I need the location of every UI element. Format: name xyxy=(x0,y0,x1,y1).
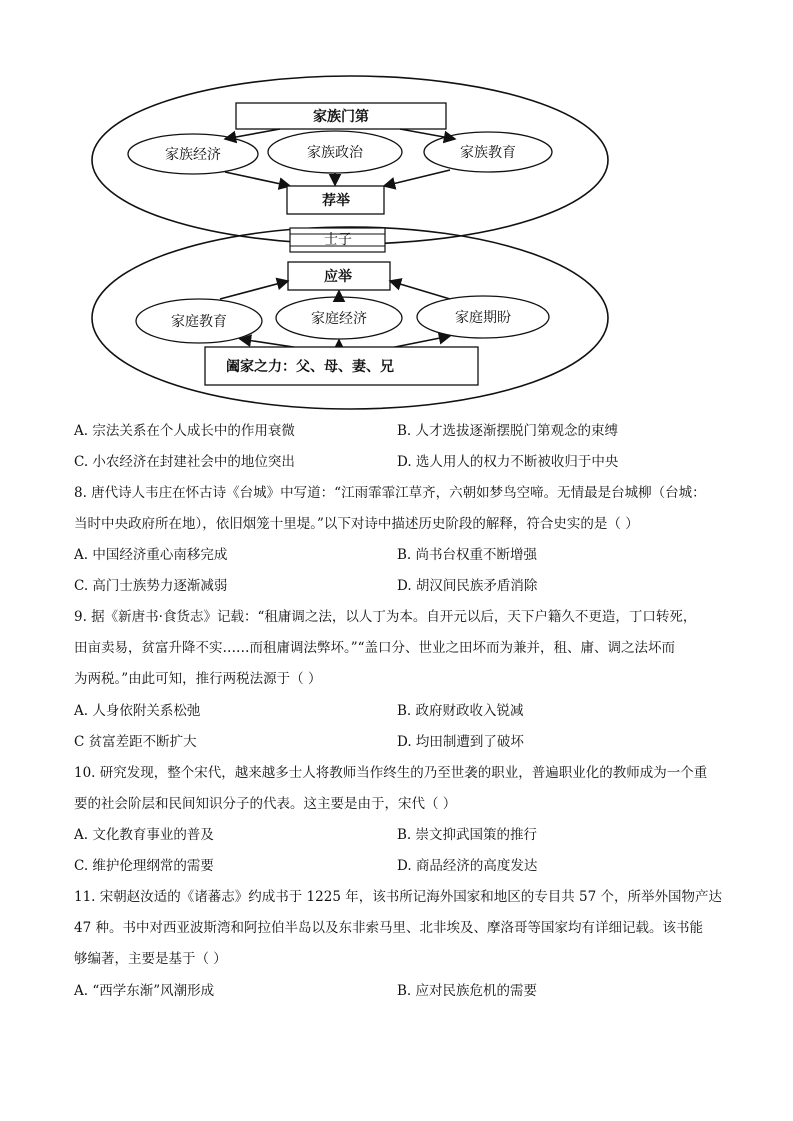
q7-option-d: D. 选人用人的权力不断被收归于中央 xyxy=(397,454,619,470)
scholar-text: 士子 xyxy=(324,232,352,248)
q7-option-a: A. 宗法关系在个人成长中的作用衰微 xyxy=(74,423,295,439)
q10-stem-line-2: 要的社会阶层和民间知识分子的代表。这主要是由于，宋代（ ） xyxy=(74,796,457,812)
q9-stem-line-3: 为两税。”由此可知，推行两税法源于（ ） xyxy=(74,671,322,687)
q8-stem-line-2: 当时中央政府所在地），依旧烟笼十里堤。”以下对诗中描述历史阶段的解释，符合史实的是（ ） xyxy=(74,516,639,532)
top-node-2-text: 家族政治 xyxy=(307,145,363,161)
q11-stem-line-2: 47 种。书中对西亚波斯湾和阿拉伯半岛以及东非索马里、北非埃及、摩洛哥等国家均有详细记载。该书能 xyxy=(74,920,703,936)
q9-stem-line-1: 9. 据《新唐书·食货志》记载：“租庸调之法，以人丁为本。自开元以后，天下户籍久不更造，丁口转死， xyxy=(74,609,697,625)
bottom-node-1-text: 家庭教育 xyxy=(171,314,227,330)
exam-diagram xyxy=(0,0,793,420)
q9-option-c: C 贫富差距不断扩大 xyxy=(74,734,197,750)
q8-option-c: C. 高门士族势力逐渐减弱 xyxy=(74,578,228,594)
bottom-title-text: 阖家之力：父、母、妻、兄 xyxy=(226,359,394,375)
top-title-text: 家族门第 xyxy=(313,109,369,125)
recommend-text: 荐举 xyxy=(322,193,350,209)
bottom-node-3-text: 家庭期盼 xyxy=(455,310,511,326)
q11-option-b: B. 应对民族危机的需要 xyxy=(397,983,538,999)
q7-option-c: C. 小农经济在封建社会中的地位突出 xyxy=(74,454,295,470)
q11-stem-line-3: 够编著，主要是基于（ ） xyxy=(74,951,227,967)
q10-option-a: A. 文化教育事业的普及 xyxy=(74,827,214,843)
q11-option-a: A. “西学东渐”风潮形成 xyxy=(74,983,215,999)
q9-stem-line-2: 田亩卖易，贫富升降不实……而租庸调法弊坏。”“盖口分、世业之田坏而为兼并，租、庸、调之法坏而 xyxy=(74,640,676,656)
q8-stem-line-1: 8. 唐代诗人韦庄在怀古诗《台城》中写道：“江雨霏霏江草齐，六朝如梦鸟空啼。无情最是台城柳（台城： xyxy=(74,485,706,501)
q11-stem-line-1: 11. 宋朝赵汝适的《诸蕃志》约成书于 1225 年，该书所记海外国家和地区的专目共 57 个，所举外国物产达 xyxy=(74,889,722,905)
q8-option-b: B. 尚书台权重不断增强 xyxy=(397,547,538,563)
q10-option-d: D. 商品经济的高度发达 xyxy=(397,858,538,874)
q9-option-b: B. 政府财政收入锐减 xyxy=(397,703,524,719)
top-node-1-text: 家族经济 xyxy=(165,147,221,163)
q10-stem-line-1: 10. 研究发现，整个宋代，越来越多士人将教师当作终生的乃至世袭的职业，普遍职业化的教师成为一个重 xyxy=(74,765,708,781)
q8-option-d: D. 胡汉间民族矛盾消除 xyxy=(397,578,538,594)
q9-option-a: A. 人身依附关系松弛 xyxy=(74,703,201,719)
q8-option-a: A. 中国经济重心南移完成 xyxy=(74,547,228,563)
bottom-node-2-text: 家庭经济 xyxy=(311,311,367,327)
exam-text: 应举 xyxy=(324,269,352,285)
top-node-3-text: 家族教育 xyxy=(460,145,516,161)
q9-option-d: D. 均田制遭到了破坏 xyxy=(397,734,524,750)
q10-option-c: C. 维护伦理纲常的需要 xyxy=(74,858,214,874)
q7-option-b: B. 人才选拔逐渐摆脱门第观念的束缚 xyxy=(397,423,619,439)
q10-option-b: B. 崇文抑武国策的推行 xyxy=(397,827,538,843)
